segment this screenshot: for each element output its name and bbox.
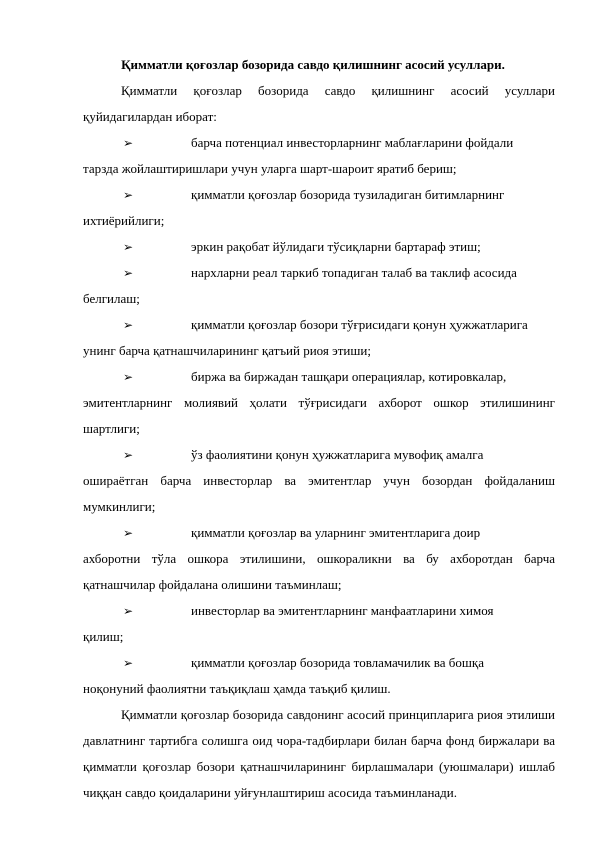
list-item (83, 364, 555, 442)
list-item-first-line: инвесторлар ва эмитентларнинг манфаатларини химоя (191, 603, 494, 618)
list-item-continuation: ихтиёрийлиги; (83, 213, 165, 228)
list-item-continuation: ахборотни тўла ошкора этилишини, ошкораликни ва бу ахборотдан барча қатнашчилар фойдалана олишини таъминлаш; (83, 551, 555, 592)
list-item-first-line: ўз фаолиятини қонун ҳужжатларига мувофиқ амалга (191, 447, 484, 462)
list-item-continuation: унинг барча қатнашчиларининг қатъий риоя этиши; (83, 343, 371, 358)
arrow-bullet-icon: ➢ (123, 188, 134, 202)
arrow-bullet-icon: ➢ (123, 266, 134, 280)
arrow-bullet-icon: ➢ (123, 656, 134, 670)
list-item-continuation: қилиш; (83, 629, 124, 644)
arrow-bullet-icon: ➢ (123, 318, 134, 332)
list-item-continuation: оширaётган барча инвесторлар ва эмитентлар учун бозордан фойдаланиш мумкинлиги; (83, 473, 555, 514)
arrow-bullet-icon: ➢ (123, 448, 134, 462)
list-item-continuation: тарзда жойлаштиришлари учун уларга шарт-шароит яратиб бериш; (83, 161, 457, 176)
list-item (83, 598, 555, 650)
page-title: Қимматли қоғозлар бозорида савдо қилишнинг асосий усуллари. (121, 57, 505, 72)
list-item (83, 520, 555, 598)
list-item-first-line: қимматли қоғозлар бозорида товламачилик ва бошқа (191, 655, 485, 670)
list-item (83, 650, 555, 702)
list-item (83, 312, 555, 364)
list-item-first-line: қимматли қоғозлар бозорида тузиладиган битимларнинг (191, 187, 505, 202)
list-item-continuation: белгилаш; (83, 291, 140, 306)
closing-paragraph: Қимматли қоғозлар бозорида савдонинг асосий принципларига риоя этилиши давлатнинг тартибга солишга оид чора-тадбирлари билан барча фонд биржалари ва қимматли қоғозлар бозори қатнашчиларининг бирлашмалари (уюшмалари) ишлаб чиққан савдо қоидаларини уйғунлаштириш асосида таъминланади. (83, 707, 555, 800)
list-item-continuation: ноқонуний фаолиятни таъқиқлаш ҳамда таъқиб қилиш. (83, 681, 391, 696)
list-item-first-line: барча потенциал инвесторларнинг маблағларини фойдали (191, 135, 514, 150)
arrow-bullet-icon: ➢ (123, 526, 134, 540)
list-item (83, 130, 555, 182)
arrow-bullet-icon: ➢ (123, 604, 134, 618)
list-item-continuation: эмитентларнинг молиявий ҳолати тўғрисидаги ахборот ошкор этилишининг шартлиги; (83, 395, 555, 436)
list-item-first-line: нархларни реал таркиб топадиган талаб ва таклиф асосида (191, 265, 517, 280)
list-item-first-line: қимматли қоғозлар ва уларнинг эмитентларига доир (191, 525, 481, 540)
intro-paragraph: Қимматли қоғозлар бозорида савдо қилишнинг асосий усуллари қуйидагилардан иборат: (83, 83, 555, 124)
list-item (83, 234, 555, 260)
list-item (83, 442, 555, 520)
list-item-first-line: қимматли қоғозлар бозори тўғрисидаги қонун ҳужжатларига (191, 317, 528, 332)
arrow-bullet-icon: ➢ (123, 240, 134, 254)
list-item (83, 260, 555, 312)
list-item-first-line: биржа ва биржадан ташқари операциялар, котировкалар, (191, 369, 507, 384)
arrow-bullet-icon: ➢ (123, 136, 134, 150)
arrow-bullet-icon: ➢ (123, 370, 134, 384)
list-item (83, 182, 555, 234)
list-item-first-line: эркин рақобат йўлидаги тўсиқларни бартараф этиш; (191, 239, 481, 254)
